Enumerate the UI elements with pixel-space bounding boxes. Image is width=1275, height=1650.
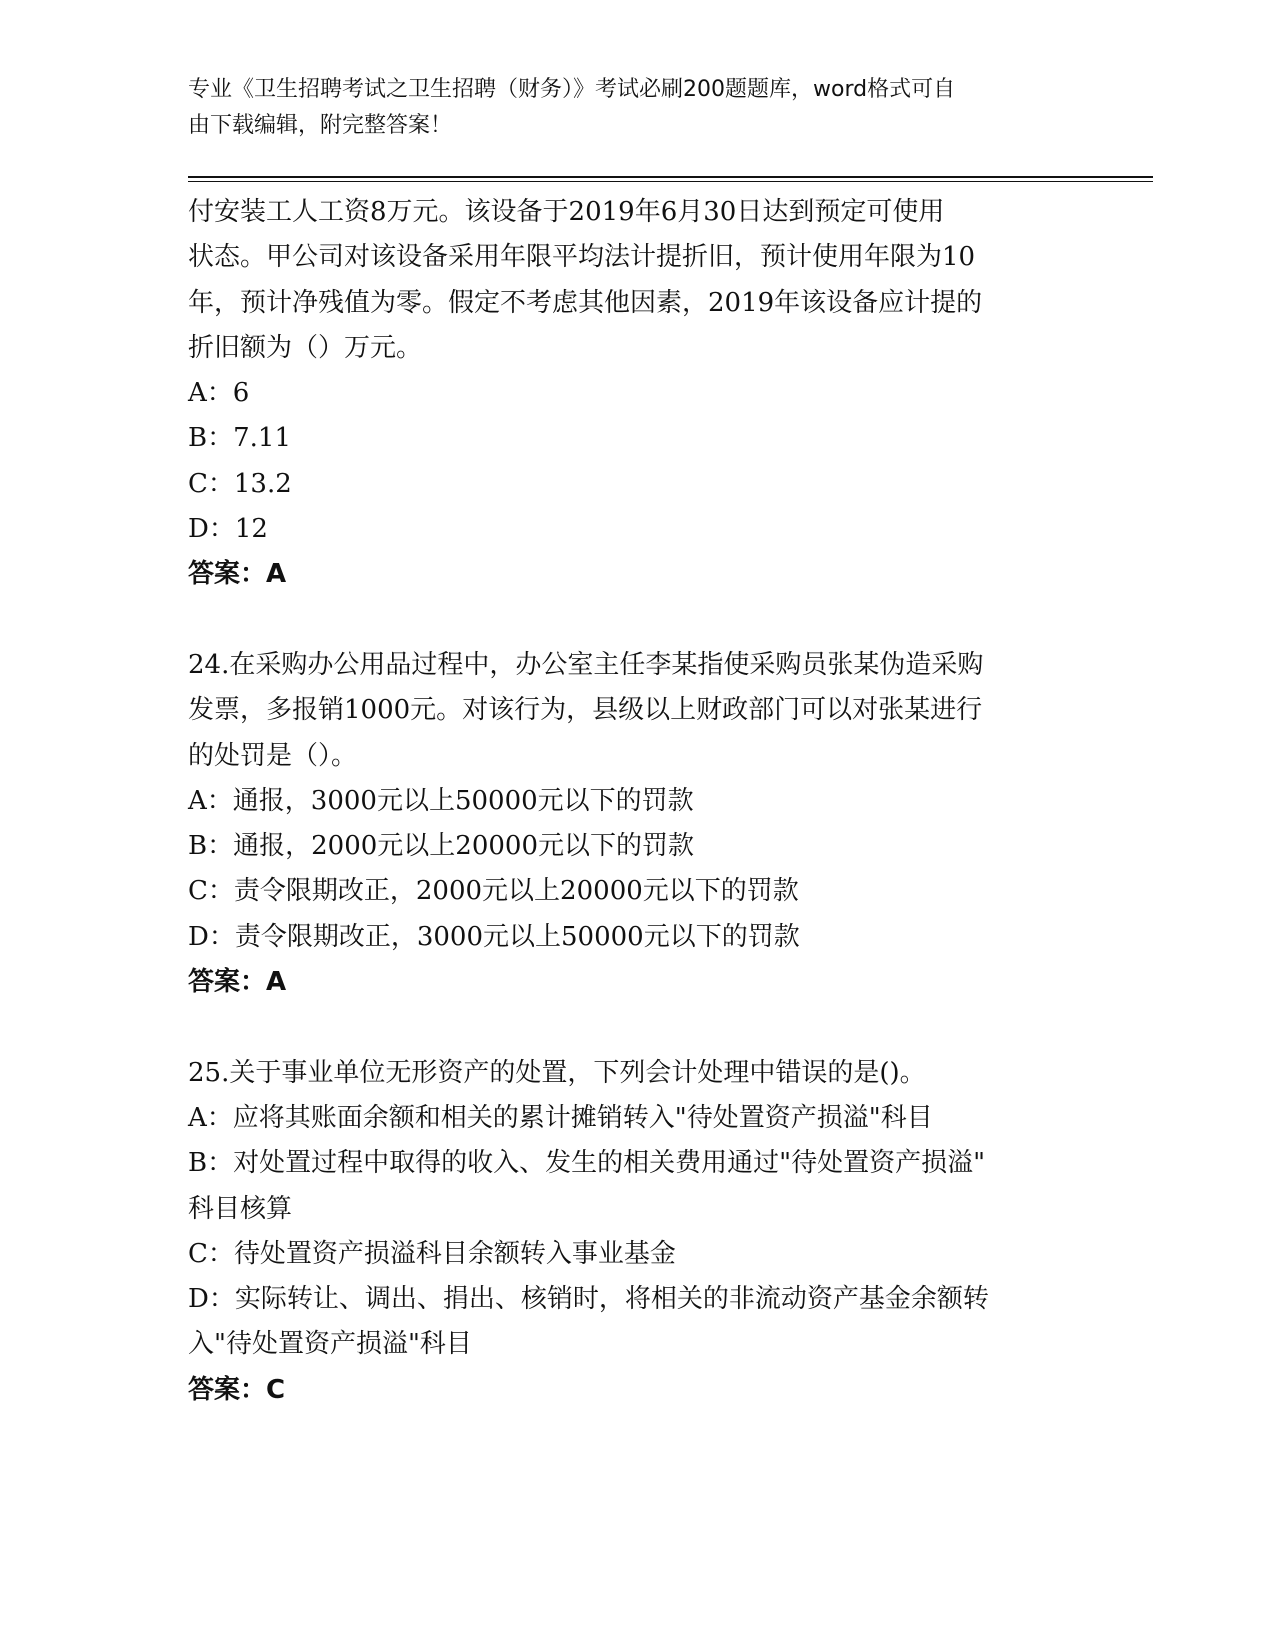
answer-line: 答案：A — [188, 967, 287, 998]
option-a: A：6 — [188, 378, 250, 409]
answer-line: 答案：C — [188, 1374, 286, 1405]
option-c: C：责令限期改正，2000元以上20000元以下的罚款 — [188, 876, 799, 907]
question-content — [188, 190, 1068, 1413]
option-c: C：13.2 — [188, 468, 292, 499]
option-b-continued: 科目核算 — [188, 1193, 293, 1224]
header-line-2: 由下载编辑，附完整答案！ — [188, 113, 453, 138]
question-24 — [188, 643, 1068, 1005]
option-d: D：责令限期改正，3000元以上50000元以下的罚款 — [188, 921, 800, 952]
spacer — [188, 598, 1068, 643]
option-d: D：实际转让、调出、捐出、核销时，将相关的非流动资产基金余额转 — [188, 1284, 989, 1315]
option-b: B：通报，2000元以上20000元以下的罚款 — [188, 831, 694, 862]
option-d: D：12 — [188, 514, 268, 545]
header-divider-thick — [188, 176, 1153, 178]
answer-line: 答案：A — [188, 559, 287, 590]
question-25 — [188, 1051, 1068, 1413]
option-c: C：待处置资产损溢科目余额转入事业基金 — [188, 1238, 676, 1269]
question-stem-line: 状态。甲公司对该设备采用年限平均法计提折旧，预计使用年限为10 — [188, 242, 976, 273]
header-divider-thin — [188, 181, 1153, 182]
option-d-continued: 入"待处置资产损溢"科目 — [188, 1329, 472, 1360]
question-stem-line: 25.关于事业单位无形资产的处置，下列会计处理中错误的是()。 — [188, 1057, 926, 1088]
spacer — [188, 1005, 1068, 1050]
option-b: B：对处置过程中取得的收入、发生的相关费用通过"待处置资产损溢" — [188, 1148, 986, 1179]
question-stem-line: 24.在采购办公用品过程中，办公室主任李某指使采购员张某伪造采购 — [188, 649, 984, 680]
option-b: B：7.11 — [188, 423, 291, 454]
question-23 — [188, 190, 1068, 598]
option-a: A：通报，3000元以上50000元以下的罚款 — [188, 785, 694, 816]
question-stem-line: 的处罚是（）。 — [188, 740, 358, 771]
option-a: A：应将其账面余额和相关的累计摊销转入"待处置资产损溢"科目 — [188, 1102, 933, 1133]
header-line-1: 专业《卫生招聘考试之卫生招聘（财务）》考试必刷200题题库，word格式可自 — [188, 77, 956, 102]
question-stem-line: 年，预计净残值为零。假定不考虑其他因素，2019年该设备应计提的 — [188, 287, 983, 318]
document-header — [188, 72, 1068, 144]
question-stem-line: 付安装工人工资8万元。该设备于2019年6月30日达到预定可使用 — [188, 197, 945, 227]
question-stem-line: 折旧额为（）万元。 — [188, 332, 423, 363]
question-stem-line: 发票，多报销1000元。对该行为，县级以上财政部门可以对张某进行 — [188, 695, 983, 726]
